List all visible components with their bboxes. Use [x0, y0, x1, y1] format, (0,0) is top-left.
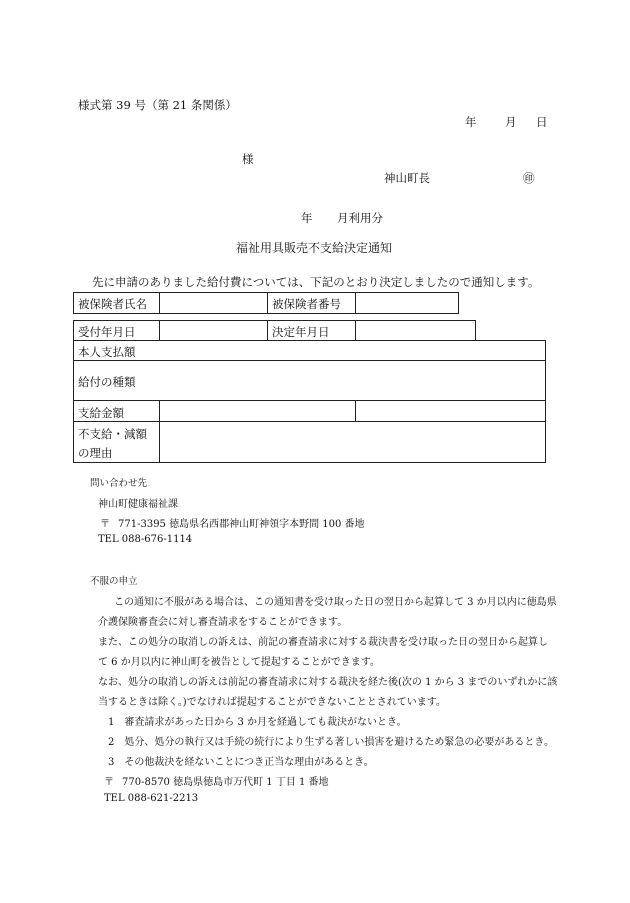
usage-month: 月利用分	[337, 211, 383, 225]
payment-amount-field[interactable]	[159, 400, 356, 422]
receipt-date-field[interactable]	[159, 320, 268, 341]
payment-amount-label: 支給金額	[78, 406, 124, 420]
contact-address: 771-3395 徳島県名西郡神山町神領字本野間 100 番地	[118, 519, 365, 530]
form-number: 様式第 39 号（第 21 条関係）	[78, 98, 237, 112]
insured-name-field[interactable]	[159, 292, 268, 314]
receipt-date-label: 受付年月日	[78, 325, 136, 339]
date-day: 日	[536, 115, 548, 129]
self-payment-row[interactable]	[73, 340, 546, 361]
reason-label-line1: 不支給・減額	[78, 427, 147, 441]
appeal-p3-line1: なお、処分の取消しの訴えは前記の審査請求に対する裁決を経た後(次の 1 から 3 までのいずれかに該	[98, 677, 558, 688]
receipt-date-label-cell	[73, 320, 160, 341]
intro-text: 先に申請のありました給付費については、下記のとおり決定しましたので通知します。	[92, 275, 540, 289]
benefit-type-row[interactable]	[73, 360, 546, 401]
appeal-p3-line2: 当するときは除く。)でなければ提起することができないこととされています。	[98, 697, 446, 708]
insured-name-label-cell	[73, 292, 160, 314]
reason-label-cell	[73, 421, 160, 463]
seal-mark: ㊞	[523, 171, 535, 185]
appeal-item-1: 1 審査請求があった日から 3 か月を経過しても裁決がないとき。	[108, 717, 407, 728]
decision-date-label-cell	[267, 320, 356, 341]
payment-amount-extra-field[interactable]	[355, 400, 546, 422]
contact-postal-mark: 〒	[100, 519, 110, 530]
appeal-heading: 不服の申立	[90, 576, 138, 587]
decision-date-field[interactable]	[355, 320, 476, 341]
appeal-postal-mark: 〒	[104, 777, 114, 788]
payment-amount-label-cell	[73, 400, 160, 422]
contact-heading: 問い合わせ先	[90, 478, 148, 489]
decision-date-label: 決定年月日	[272, 325, 330, 339]
reason-field[interactable]	[159, 421, 546, 463]
contact-tel: TEL 088-676-1114	[98, 534, 193, 545]
appeal-address: 770-8570 徳島県徳島市万代町 1 丁目 1 番地	[122, 777, 329, 788]
appeal-p1-line1: この通知に不服がある場合は、この通知書を受け取った日の翌日から起算して 3 か月以内に徳島県	[114, 597, 557, 608]
appeal-item-2: 2 処分、処分の執行又は手続の続行により生ずる著しい損害を避けるため緊急の必要があるとき。	[108, 737, 554, 748]
appeal-p2-line2: て 6 か月以内に神山町を被告として提起することができます。	[98, 657, 380, 668]
insured-number-label-cell	[267, 292, 356, 314]
appeal-tel: TEL 088-621-2213	[104, 793, 199, 804]
usage-year: 年	[301, 211, 313, 225]
date-month: 月	[505, 115, 517, 129]
contact-department: 神山町健康福祉課	[98, 499, 178, 510]
appeal-p2-line1: また、この処分の取消しの訴えは、前記の審査請求に対する裁決書を受け取った日の翌日から起算し	[98, 637, 548, 648]
issuer-name: 神山町長	[384, 171, 430, 185]
appeal-item-3: 3 その他裁決を経ないことにつき正当な理由があるとき。	[108, 757, 374, 768]
insured-number-label: 被保険者番号	[272, 297, 341, 311]
benefit-type-label: 給付の種類	[78, 375, 136, 389]
insured-name-label: 被保険者氏名	[78, 297, 147, 311]
insured-number-field[interactable]	[355, 292, 459, 314]
date-year: 年	[465, 115, 477, 129]
document-title: 福祉用具販売不支給決定通知	[236, 241, 393, 255]
self-payment-label: 本人支払額	[78, 345, 136, 359]
appeal-p1-line2: 介護保険審査会に対し審査請求をすることができます。	[98, 617, 348, 628]
reason-label-line2: の理由	[78, 446, 113, 460]
addressee-suffix: 様	[242, 152, 254, 166]
